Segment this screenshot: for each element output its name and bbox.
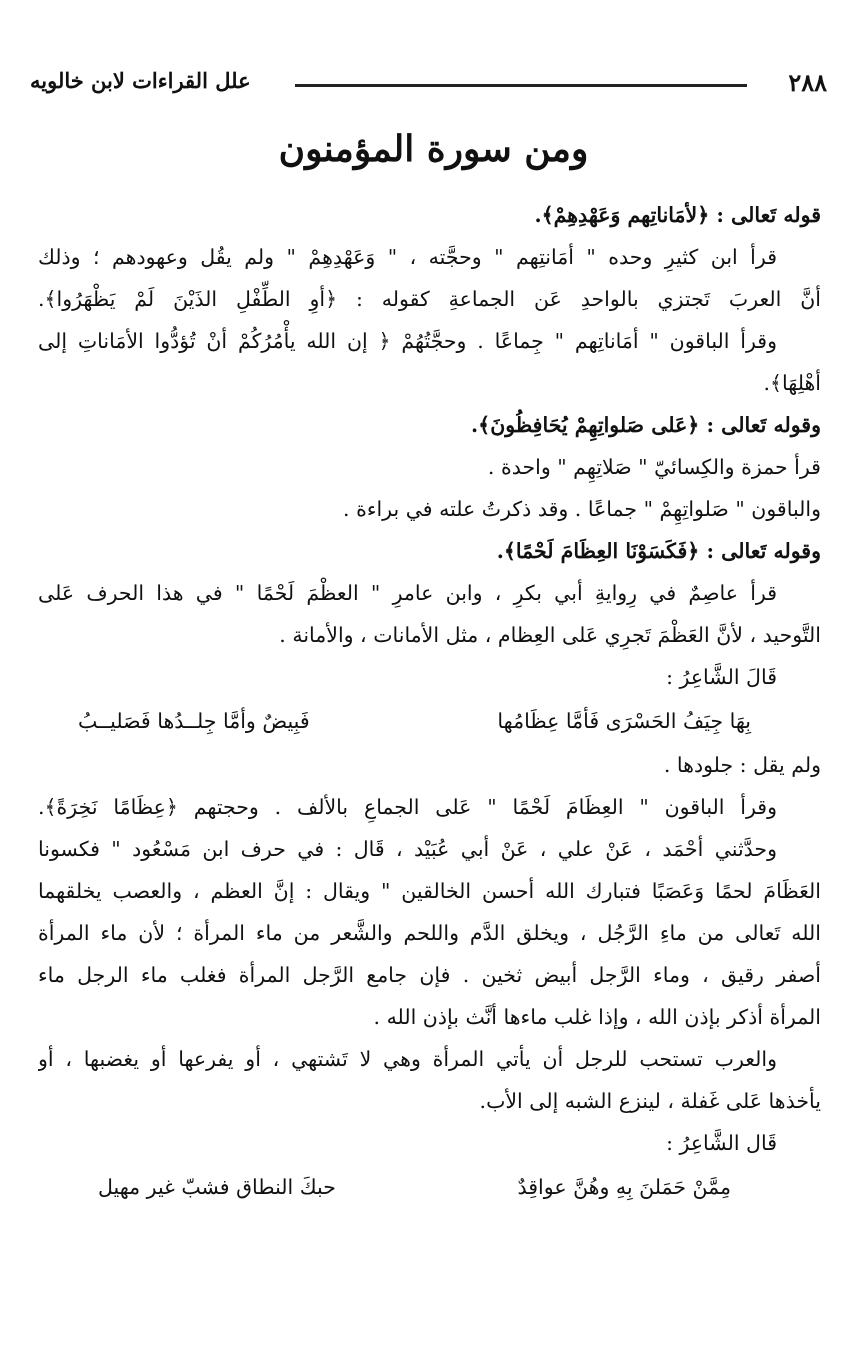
text-line: والباقون " صَلواتِهِمْ " جماعًا . وقد ذكرتُ علته في براءة . <box>343 497 821 521</box>
text-line: وقرأ الباقون " العِظَامَ لَحْمًا " عَلى الجماعِ بالألف . وحجتهم ﴿عِظَامًا نَخِرَةً﴾. <box>38 795 777 819</box>
text-line: التَّوحيد ، لأنَّ العَظْمَ تَجرِي عَلى العِظام ، مثل الأمانات ، والأمانة . <box>279 623 821 647</box>
text-line: أهْلِهَا﴾. <box>763 371 821 395</box>
text-line: قرأ عاصِمٌ في رِوايةِ أبي بكرِ ، وابن عامرِ " العظْمَ لَحْمًا " في هذا الحرف عَلى <box>38 581 777 605</box>
text-line: قَالَ الشَّاعِرُ : <box>666 665 777 689</box>
text-line: قرأ ابن كثيرِ وحده " أمَانتِهم " وحجَّته ، " وَعَهْدِهِمْ " ولم يقُل وعهودهم ؛ وذلك <box>38 245 777 269</box>
text-line: أنَّ العربَ تَجتزي بالواحدِ عَن الجماعةِ كقوله : ﴿أوِ الطِّفْلِ الذَيْنَ لَمْ يَظْهَرُوا﴾. <box>38 287 821 311</box>
text-line: ولم يقل : جلودها . <box>663 753 821 777</box>
text-line: وقوله تَعالى : ﴿فَكَسَوْنَا العِظَامَ لَحْمًا﴾. <box>496 539 821 563</box>
poem-verse <box>38 1164 821 1210</box>
page-body <box>38 194 821 1210</box>
chapter-title: ومن سورة المؤمنون <box>278 128 589 170</box>
verse-second-hemistich: فَبِيضٌ وأمَّا جِلــدُها فَصَليــبُ <box>78 709 310 733</box>
running-title: علل القراءات لابن خالويه <box>30 68 251 93</box>
verse-first-hemistich: مِمَّنْ حَمَلنَ بِهِ وهُنَّ عواقِدٌ <box>517 1175 731 1199</box>
page-header <box>30 62 827 102</box>
text-line: الله تَعالى من ماءِ الرَّجُل ، ويخلق الدَّم واللحم والشَّعر من ماء المرأة ؛ لأن ماء المرأة <box>38 921 821 945</box>
text-line: العَظَامَ لحمًا وَعَصَبًا فتبارك الله أحسن الخالقين " ويقال : إنَّ العظم ، والعصب يخلقهما <box>38 879 821 903</box>
text-line: وحدَّثني أحْمَد ، عَنْ علي ، عَنْ أبي عُبَيْد ، قَال : في حرف ابن مَسْعُود " فكسونا <box>38 837 777 861</box>
text-line: أصفر رقيق ، وماء الرَّجل أبيض ثخين . فإن جامع الرَّجل المرأة فغلب ماء الرجل ماء <box>38 963 821 987</box>
text-line: يأخذها عَلى غَفلة ، لينزع الشبه إلى الأب. <box>479 1089 821 1113</box>
verse-first-hemistich: بِهَا جِيَفُ الحَسْرَى فَأمَّا عِظَامُها <box>497 709 751 733</box>
header-rule <box>295 84 747 87</box>
text-line: قَال الشَّاعِرُ : <box>666 1131 777 1155</box>
verse-second-hemistich: حبكَ النطاق فشبّ غير مهيل <box>98 1175 336 1199</box>
text-line: قوله تَعالى : ﴿لأمَاناتِهم وَعَهْدِهِمْ﴾. <box>534 203 821 227</box>
text-line: وقرأ الباقون " أمَاناتِهم " جِماعًا . وحجَّتُهُمْ ﴿ إن الله يأْمُرُكُمْ أنْ تُؤدُّوا الأمَاناتِ إلى <box>38 329 777 353</box>
text-line: والعرب تستحب للرجل أن يأتي المرأة وهي لا تَشتهي ، أو يفرعها أو يغضبها ، أو <box>38 1047 777 1071</box>
text-line: المرأة أذكر بإذن الله ، وإذا غلب ماءها أنَّث بإذن الله . <box>373 1005 821 1029</box>
text-line: قرأ حمزة والكِسائيّ " صَلاتِهِم " واحدة . <box>487 455 821 479</box>
poem-verse <box>38 698 821 744</box>
page-number: ٢٨٨ <box>788 68 827 97</box>
text-line: وقوله تَعالى : ﴿عَلى صَلواتِهِمْ يُحَافِظُونَ﴾. <box>471 413 821 437</box>
